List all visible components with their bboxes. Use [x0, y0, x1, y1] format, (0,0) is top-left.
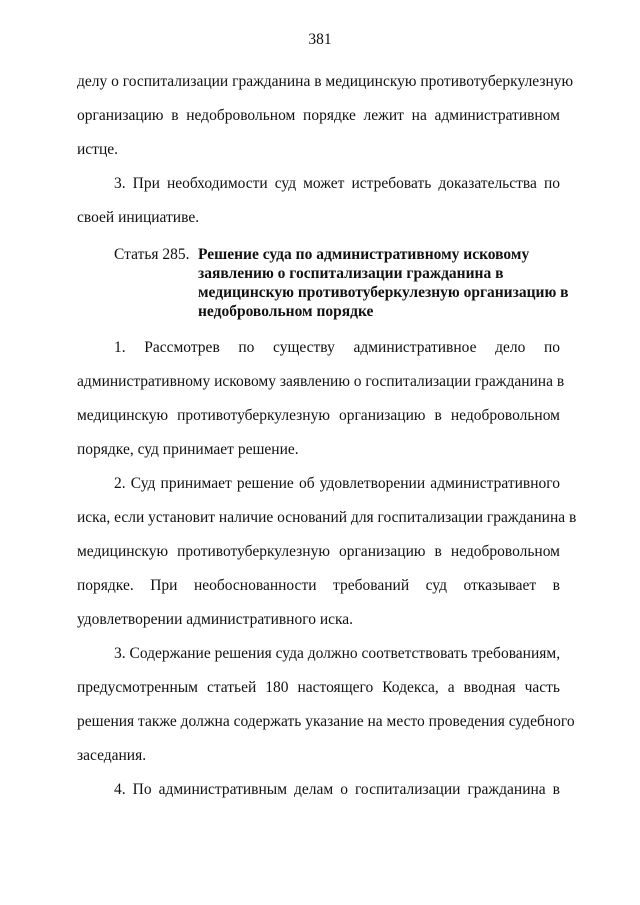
document-body	[77, 65, 577, 807]
text-line: своей инициативе.	[77, 209, 200, 226]
paragraph-item-2	[77, 467, 577, 637]
text-line: медицинскую противотуберкулезную организацию в недобровольном	[77, 543, 560, 560]
text-line: 2. Суд принимает решение об удовлетворении административного	[114, 475, 560, 492]
paragraph-continuation	[77, 65, 574, 167]
article-title-line: недобровольном порядке	[198, 303, 374, 320]
text-line: медицинскую противотуберкулезную организацию в недобровольном	[77, 407, 560, 424]
text-line: 3. Содержание решения суда должно соответствовать требованиям,	[114, 645, 561, 662]
text-line: порядке. При необоснованности требований суд отказывает в	[77, 577, 560, 594]
text-line: удовлетворении административного иска.	[77, 611, 354, 628]
article-heading	[77, 245, 569, 321]
paragraph-item-3-decision	[77, 637, 575, 773]
text-line: истце.	[77, 141, 118, 158]
text-line: административному исковому заявлению о госпитализации гражданина в	[77, 373, 565, 390]
article-title-line: медицинскую противотуберкулезную организацию в	[198, 284, 569, 301]
text-line: предусмотренным статьей 180 настоящего Кодекса, а вводная часть	[77, 679, 560, 696]
text-line: заседания.	[77, 747, 147, 764]
text-line: 4. По административным делам о госпитализации гражданина в	[114, 781, 560, 798]
text-line: 1. Рассмотрев по существу административное дело по	[114, 339, 560, 356]
text-line: иска, если установит наличие оснований для госпитализации гражданина в	[77, 509, 577, 526]
text-line: организацию в недобровольном порядке лежит на административном	[77, 107, 560, 124]
text-line: решения также должна содержать указание на место проведения судебного	[77, 713, 575, 730]
article-title	[198, 245, 569, 321]
article-title-line: Решение суда по административному исковому	[198, 246, 530, 263]
paragraph-item-4	[77, 773, 560, 807]
text-line: 3. При необходимости суд может истребовать доказательства по	[114, 175, 560, 192]
paragraph-item-1	[77, 331, 565, 467]
page-number: 381	[308, 31, 332, 48]
paragraph-item-3	[77, 167, 560, 235]
article-title-line: заявлению о госпитализации гражданина в	[198, 265, 504, 282]
article-label: Статья 285.	[114, 246, 190, 263]
text-line: порядке, суд принимает решение.	[77, 441, 299, 458]
text-line: делу о госпитализации гражданина в медицинскую противотуберкулезную	[77, 73, 574, 90]
